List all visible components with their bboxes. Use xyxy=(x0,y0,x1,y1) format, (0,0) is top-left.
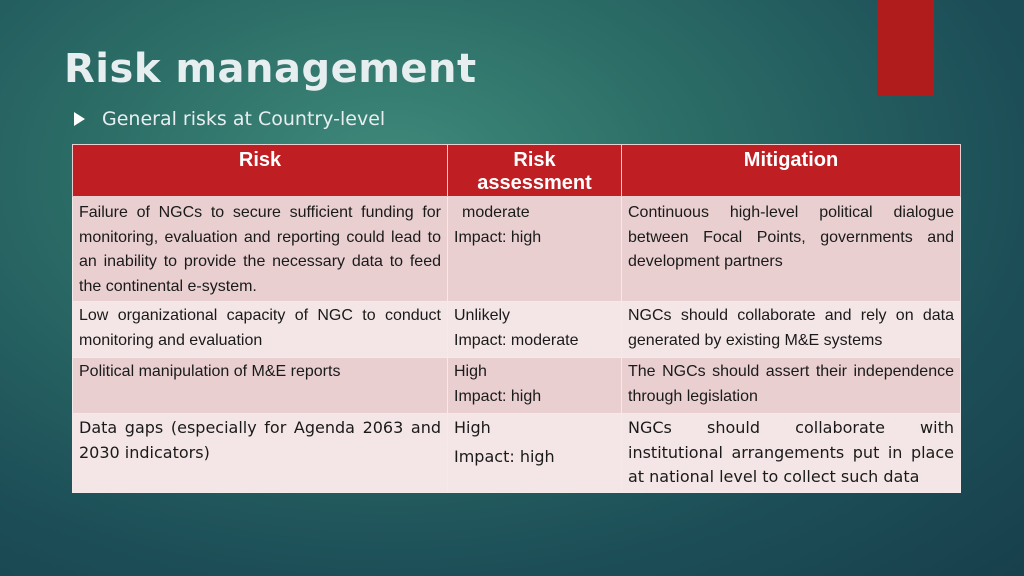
mitigation-cell xyxy=(622,358,961,414)
table-row xyxy=(73,358,961,414)
assessment-level: Unlikely xyxy=(454,307,511,324)
table-row xyxy=(73,197,961,302)
risk-cell xyxy=(73,197,448,302)
mitigation-text: NGCs should collaborate with institutional arrangements put in place at national level to collect such data xyxy=(628,418,954,486)
risk-text: Political manipulation of M&E reports xyxy=(79,363,341,380)
assessment-cell xyxy=(448,302,622,358)
assessment-cell xyxy=(448,414,622,493)
header-risk-assessment: Risk assessment xyxy=(448,145,622,197)
header-risk: Risk xyxy=(73,145,448,197)
slide-title: Risk management xyxy=(64,46,477,92)
assessment-level: High xyxy=(454,363,487,380)
risk-text: Failure of NGCs to secure sufficient funding for monitoring, evaluation and reporting could lead to an inability to provide the necessary data to feed the continental e-system. xyxy=(79,204,441,295)
triangle-right-icon xyxy=(74,112,85,126)
assessment-cell xyxy=(448,197,622,302)
bullet-text: General risks at Country-level xyxy=(102,108,386,130)
accent-bar xyxy=(877,0,934,96)
assessment-level: High xyxy=(454,418,491,437)
mitigation-cell xyxy=(622,302,961,358)
mitigation-text: Continuous high-level political dialogue between Focal Points, governments and development partners xyxy=(628,204,954,270)
assessment-impact: Impact: moderate xyxy=(454,331,579,349)
risk-cell xyxy=(73,302,448,358)
mitigation-text: NGCs should collaborate and rely on data generated by existing M&E systems xyxy=(628,307,954,349)
assessment-level: moderate xyxy=(462,204,530,221)
assessment-impact: Impact: high xyxy=(454,228,542,246)
risk-text: Data gaps (especially for Agenda 2063 and 2030 indicators) xyxy=(79,418,441,462)
risk-table xyxy=(72,144,961,493)
table-header-row xyxy=(73,145,961,197)
assessment-cell xyxy=(448,358,622,414)
risk-cell xyxy=(73,414,448,493)
assessment-impact: Impact: high xyxy=(454,387,542,405)
risk-text: Low organizational capacity of NGC to conduct monitoring and evaluation xyxy=(79,307,441,349)
bullet-item xyxy=(74,106,385,132)
mitigation-cell xyxy=(622,197,961,302)
risk-cell xyxy=(73,358,448,414)
table-row xyxy=(73,302,961,358)
table-row xyxy=(73,414,961,493)
header-mitigation: Mitigation xyxy=(622,145,961,197)
mitigation-cell xyxy=(622,414,961,493)
assessment-impact: Impact: high xyxy=(454,446,555,466)
mitigation-text: The NGCs should assert their independence through legislation xyxy=(628,363,954,405)
